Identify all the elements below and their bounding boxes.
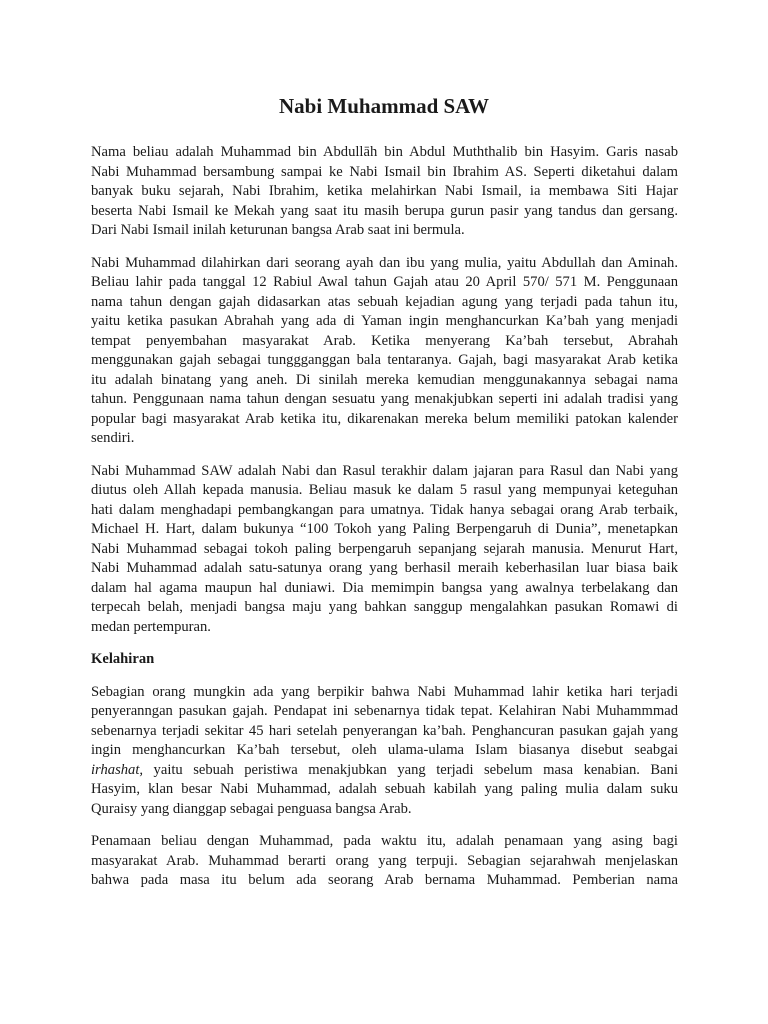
- paragraph-nasab: [91, 143, 678, 241]
- text-line: sebenarnya terjadi sekitar 45 hari setelah penyerangan ka’bah. Penghancuran pasukan gajah yang: [91, 722, 678, 739]
- text-line: itu adalah binatang yang aneh. Di sinilah mereka kemudian menggunakannya sebagai nama: [91, 371, 678, 388]
- italic-term: irhashat,: [91, 761, 144, 778]
- text-line: masyarakat Arab. Muhammad berarti orang yang terpuji. Sebagian sejarahwah menjelaskan: [91, 852, 678, 869]
- paragraph-tahun-gajah: [91, 683, 678, 820]
- text-line: medan pertempuran.: [91, 618, 211, 635]
- text-line: Dari Nabi Ismail inilah keturunan bangsa Arab saat ini bermula.: [91, 222, 465, 238]
- text-line: Nabi Muhammad adalah satu-satunya orang yang berhasil meraih keberhasilan luar biasa baik: [91, 560, 678, 576]
- text-line: diutus oleh Allah kepada manusia. Beliau masuk ke dalam 5 rasul yang mempunyai keteguhan: [91, 482, 678, 498]
- text-line: Penamaan beliau dengan Muhammad, pada waktu itu, adalah penamaan yang asing bagi: [91, 833, 678, 849]
- text-line: Michael H. Hart, dalam bukunya “100 Tokoh yang Paling Berpengaruh di Dunia”, menetapkan: [91, 521, 678, 537]
- text-line: Nama beliau adalah Muhammad bin Abdullāh bin Abdul Muththalib bin Hasyim. Garis nasab: [91, 144, 678, 160]
- text-line: Nabi Muhammad SAW adalah Nabi dan Rasul terakhir dalam jajaran para Rasul dan Nabi yang: [91, 462, 678, 479]
- paragraph-rasul-terakhir: [91, 462, 678, 638]
- text-line: menggunakan gajah sebagai tunggganggan bala tentaranya. Gajah, bagi masyarakat Arab ketika: [91, 352, 678, 368]
- text-line-with-italic: [91, 761, 678, 781]
- text-line: Beliau lahir pada tanggal 12 Rabiul Awal tahun Gajah atau 20 April 570/ 571 M. Penggunaan: [91, 274, 678, 290]
- text-line: banyak buku sejarah, Nabi Ibrahim, ketika melahirkan Nabi Ismail, ia membawa Siti Hajar: [91, 183, 678, 199]
- paragraph-kelahiran-orangtua: [91, 254, 678, 449]
- text-line: penyeranngan pasukan gajah. Pendapat ini sebenarnya tidak tepat. Kelahiran Nabi Muhammmad: [91, 703, 678, 719]
- text-line: Quraisy yang dianggap sebagai penguasa bangsa Arab.: [91, 800, 412, 817]
- text-line: terpecah belah, menjadi bangsa maju yang bahkan sanggup mengalahkan pasukan Romawi di: [91, 599, 678, 615]
- text-line: beserta Nabi Ismail ke Mekah yang saat itu masih berupa gurun pasir yang tandus dan gersang.: [91, 202, 678, 219]
- section-heading: Kelahiran: [91, 651, 155, 667]
- text-line: ingin menghancurkan Ka’bah tersebut, oleh ulama-ulama Islam biasanya disebut seabgai: [91, 742, 678, 758]
- text-line: tempat penyembahan masyarakat Arab. Ketika menyerang Ka’bah tersebut, Abrahah: [91, 332, 678, 349]
- text-line: nama tahun dengan gajah didasarkan atas sebuah kejadian agung yang terjadi pada tahun itu,: [91, 293, 678, 310]
- text-line: Nabi Muhammad dilahirkan dari seorang ayah dan ibu yang mulia, yaitu Abdullah dan Aminah.: [91, 254, 678, 271]
- text-line: Nabi Muhammad bersambung sampai ke Nabi Ismail bin Ibrahim AS. Seperti diketahui dalam: [91, 163, 678, 180]
- paragraph-penamaan: [91, 832, 678, 891]
- text-line: yaitu ketika pasukan Abrahah yang ada di Yaman ingin menghancurkan Ka’bah yang menjadi: [91, 313, 678, 329]
- text-line: bahwa pada masa itu belum ada seorang Arab bernama Muhammad. Pemberian nama: [91, 872, 678, 888]
- text-line: hati dalam menghadapi pembangkangan para umatnya. Tidak hanya sebagai orang Arab terbaik,: [91, 501, 678, 518]
- text-line: tahun. Penggunaan nama tahun dengan sesuatu yang menakjubkan seperti ini adalah tradisi yang: [91, 391, 678, 407]
- text-line: popular bagi masyarakat Arab ketika itu, dikarenakan mereka belum memiliki patokan kalender: [91, 410, 678, 427]
- document-body: [91, 143, 678, 904]
- text-line: dalam hal agama maupun hal duniawi. Dia memimpin bangsa yang awalnya terbelakang dan: [91, 579, 678, 596]
- text-line: Nabi Muhammad sebagai tokoh paling berpengaruh sepanjang sejarah manusia. Menurut Hart,: [91, 540, 678, 557]
- page-title: Nabi Muhammad SAW: [278, 94, 490, 118]
- text-line: sendiri.: [91, 430, 135, 446]
- text-fragment: yaitu sebuah peristiwa menakjubkan yang terjadi sebelum masa kenabian. Bani: [143, 761, 678, 778]
- text-line: Hasyim, klan besar Nabi Muhammad, adalah sebuah kabilah yang paling mulia dalam suku: [91, 781, 678, 797]
- text-line: Sebagian orang mungkin ada yang berpikir bahwa Nabi Muhammad lahir ketika hari terjadi: [91, 683, 678, 700]
